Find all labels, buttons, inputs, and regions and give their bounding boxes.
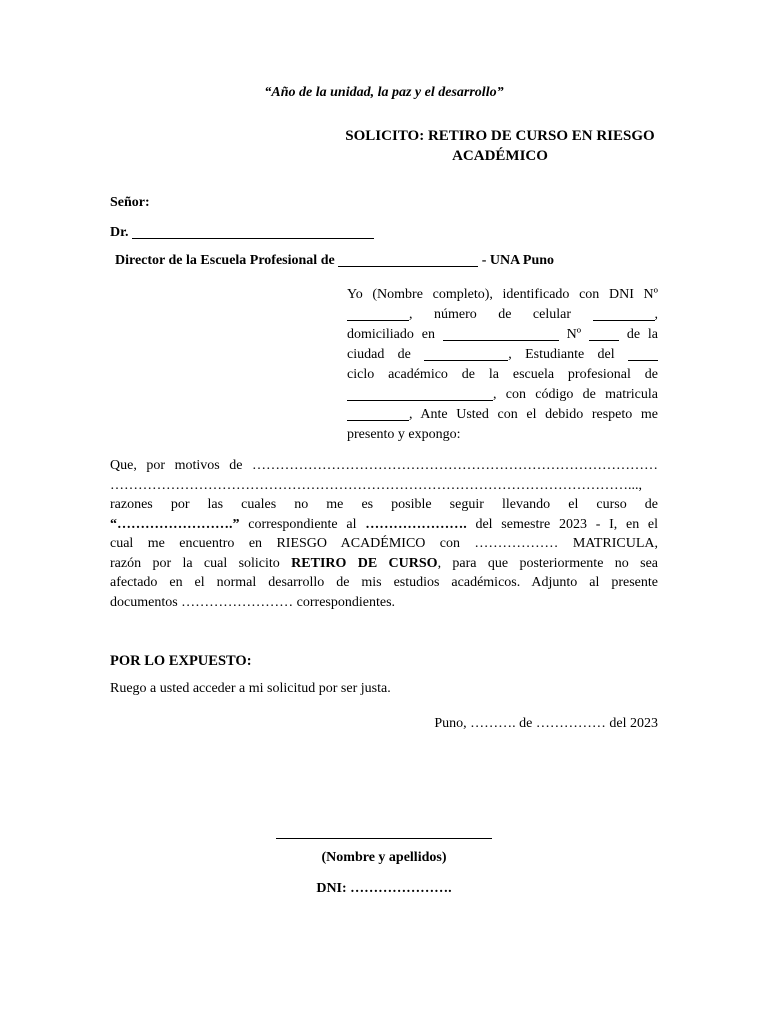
director-suffix: - UNA Puno <box>481 253 555 268</box>
body-paragraph <box>110 456 658 612</box>
signature-name: (Nombre y apellidos) <box>321 850 447 865</box>
body-line: documentos …………………… correspondientes. <box>110 594 396 610</box>
body-line: …………………………………………………………………………………………………..., <box>110 477 642 493</box>
intro-line: , número de celular , <box>347 305 658 325</box>
introduction-paragraph <box>347 285 658 445</box>
salutation: Señor: <box>110 195 150 210</box>
intro-line: domiciliado en Nº de la <box>347 327 659 342</box>
subject-line-2: ACADÉMICO <box>452 148 548 164</box>
body-line: “…………………….” correspondiente al …………………. del semestre 2023 - I, en el <box>110 516 659 532</box>
intro-line: ciclo académico de la escuela profesional de <box>347 367 658 382</box>
body-line: cual me encuentro en RIESGO ACADÉMICO con ……………… MATRICULA, <box>110 536 658 551</box>
intro-line: ciudad de , Estudiante del <box>347 345 658 365</box>
intro-line: presento y expongo: <box>347 427 461 442</box>
body-line: razón por la cual solicito RETIRO DE CURSO, para que posteriormente no sea <box>110 555 658 571</box>
por-lo-expuesto-heading: POR LO EXPUESTO: <box>110 653 252 669</box>
request-sentence: Ruego a usted acceder a mi solicitud por ser justa. <box>110 681 391 696</box>
subject-line-1: SOLICITO: RETIRO DE CURSO EN RIESGO <box>345 128 655 144</box>
year-motto: “Año de la unidad, la paz y el desarrollo” <box>264 85 504 100</box>
intro-line: , con código de matricula <box>347 385 658 405</box>
doctor-name-blank <box>132 224 374 239</box>
doctor-label: Dr. <box>110 225 129 240</box>
body-line: razones por las cuales no me es posible seguir llevando el curso de <box>110 497 658 512</box>
body-line: afectado en el normal desarrollo de mis estudios académicos. Adjunto al presente <box>110 575 658 590</box>
body-line: Que, por motivos de …………………………………………………………………………… <box>110 458 658 473</box>
intro-line: , Ante Usted con el debido respeto me <box>347 405 658 425</box>
intro-line: Yo (Nombre completo), identificado con DNI Nº <box>347 287 658 302</box>
date-line: Puno, ………. de …………… del 2023 <box>434 716 658 731</box>
doctor-line <box>110 224 374 241</box>
director-line <box>115 252 554 269</box>
signature-line <box>276 838 492 839</box>
school-name-blank <box>338 252 478 267</box>
subject-heading <box>330 126 670 166</box>
signature-dni: DNI: …………………. <box>316 881 452 896</box>
director-prefix: Director de la Escuela Profesional de <box>115 253 335 268</box>
